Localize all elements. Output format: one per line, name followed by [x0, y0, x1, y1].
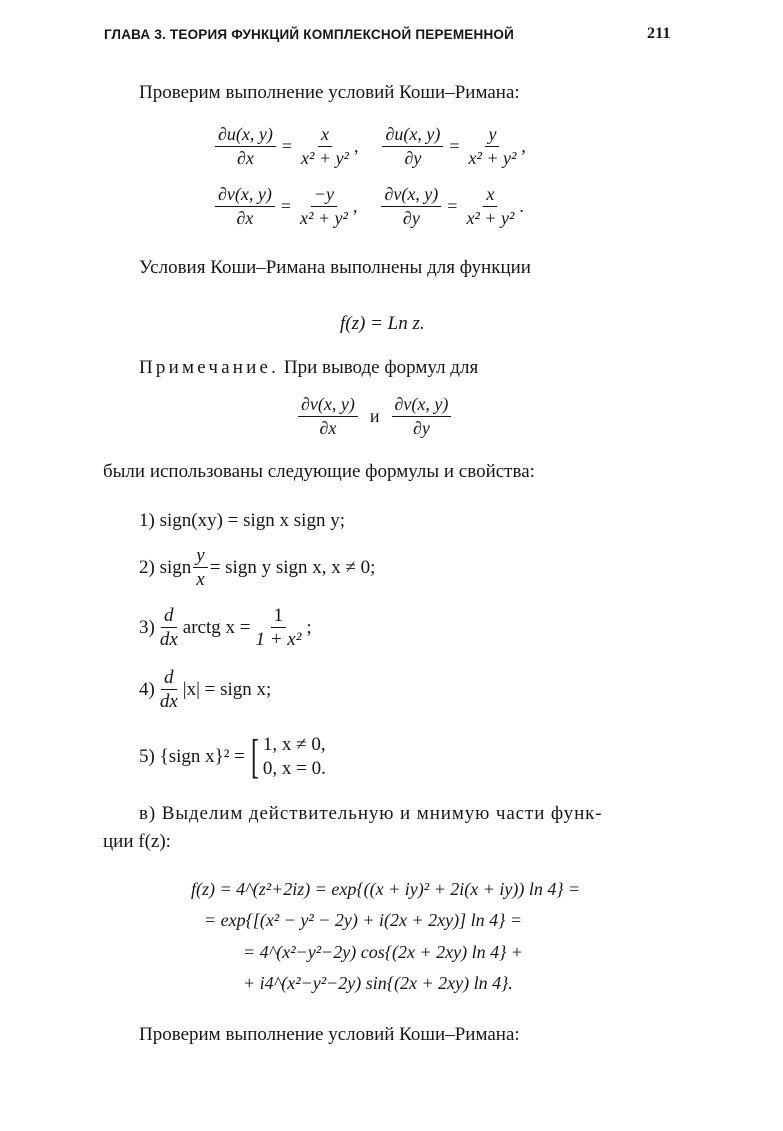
equation-du-row: $\frac{\partial u(x, y)}{\partial x}$ = $\frac{x}{\text{x² + y²}}$ , $\frac{\partial u(x, y)}{\partial y}$ = $\frac{y}{\text{x² + y²}}$ , — [213, 124, 526, 169]
dv-dx-numerator: ∂v(x, y) — [215, 184, 275, 207]
equation-derivatives-pair — [296, 394, 453, 439]
dv-dx-denominator: ∂x — [236, 208, 254, 228]
item-2-prefix: 2) sign — [139, 556, 192, 578]
expansion-line-2: = exp{[(x² − y² − 2y) + i(2x + 2xy)] ln 4} = — [204, 910, 522, 930]
item-3-middle: arctg x = — [182, 616, 251, 638]
note-text: При выводе формул для — [279, 357, 479, 378]
item-2-numerator: y — [193, 545, 207, 568]
dv-dy-denominator: ∂y — [402, 208, 420, 228]
expansion-line-3: = 4^(x²−y²−2y) cos{(2x + 2xy) ln 4} + — [243, 942, 523, 962]
du-dy-denominator: ∂y — [404, 148, 422, 168]
paragraph-check-conditions: Проверим выполнение условий Коши–Римана: — [139, 82, 520, 103]
formula-item-4 — [139, 667, 271, 712]
expansion-line-4: + i4^(x²−y²−2y) sin{(2x + 2xy) ln 4}. — [243, 973, 513, 993]
paragraph-formulas-used: были использованы следующие формулы и свойства: — [103, 461, 535, 482]
dv-dx-note-denominator: ∂x — [319, 418, 337, 438]
item-2-denominator: x — [196, 569, 205, 590]
item-3-prefix: 3) — [139, 616, 155, 638]
du-dx-rhs-denominator: x² + y² — [301, 148, 349, 168]
item-5-case-2: 0, x = 0. — [262, 758, 326, 779]
item-5-prefix: 5) {sign x}² = — [139, 746, 245, 767]
conjunction-and: и — [369, 406, 380, 426]
item-3-rhs-numerator: 1 — [271, 605, 287, 628]
item-3-dx: dx — [159, 629, 178, 650]
formula-item-2 — [139, 545, 375, 590]
item-4-rest: |x| = sign x; — [182, 678, 272, 700]
dv-dx-rhs-numerator: −y — [311, 184, 337, 207]
formula-item-1: 1) sign(xy) = sign x sign y; — [139, 510, 345, 531]
dv-dy-numerator: ∂v(x, y) — [381, 184, 441, 207]
item-3-d: d — [161, 605, 177, 628]
expansion-line-1: f(z) = 4^(z²+2iz) = exp{((x + iy)² + 2i(x + iy)) ln 4} = — [191, 879, 581, 899]
du-dx-rhs-numerator: x — [318, 124, 332, 147]
du-dy-numerator: ∂u(x, y) — [382, 124, 443, 147]
dv-dx-rhs-denominator: x² + y² — [300, 208, 348, 228]
dv-dy-rhs-numerator: x — [483, 184, 497, 207]
dv-dy-note-denominator: ∂y — [412, 418, 430, 438]
paragraph-note — [139, 357, 478, 379]
item-3-rhs-denominator: 1 + x² — [255, 629, 302, 650]
item-2-rest: = sign y sign x, x ≠ 0; — [209, 556, 376, 578]
dv-dy-rhs-denominator: x² + y² — [466, 208, 515, 228]
item-4-d: d — [161, 667, 177, 690]
chapter-header: ГЛАВА 3. ТЕОРИЯ ФУНКЦИЙ КОМПЛЕКСНОЙ ПЕРЕМЕННОЙ — [104, 27, 515, 42]
paragraph-separate-parts: в) Выделим действительную и мнимую части функ- — [139, 803, 603, 824]
dv-dx-note-numerator: ∂v(x, y) — [298, 394, 358, 417]
dv-dy-note-numerator: ∂v(x, y) — [392, 394, 452, 417]
item-4-dx: dx — [159, 691, 178, 712]
du-dy-rhs-numerator: y — [485, 124, 499, 147]
paragraph-conditions-hold: Условия Коши–Римана выполнены для функции — [139, 257, 531, 278]
equation-dv-row: $\frac{\partial v(x, y)}{\partial x}$ = $\frac{-y}{\text{x² + y²}}$ , $\frac{\partial v(x, y)}{\partial y}$ = $\frac{x}{\text{x² + y²}}$ . — [213, 184, 524, 229]
du-dx-denominator: ∂x — [236, 148, 254, 168]
du-dy-rhs-denominator: x² + y² — [468, 148, 517, 168]
item-4-prefix: 4) — [139, 678, 155, 700]
formula-item-3 — [139, 605, 312, 650]
item-5-case-1: 1, x ≠ 0, — [262, 734, 326, 755]
paragraph-check-conditions-2: Проверим выполнение условий Коши–Римана: — [139, 1024, 520, 1045]
item-3-end: ; — [306, 616, 312, 638]
du-dx-numerator: ∂u(x, y) — [215, 124, 276, 147]
formula-item-5: 5) {sign x}² = [ 1, x ≠ 0, 0, x = 0. — [139, 730, 326, 783]
equation-ln-z: f(z) = Ln z. — [340, 313, 425, 334]
page-number: 211 — [647, 25, 671, 42]
paragraph-separate-parts-cont: ции f(z): — [103, 831, 171, 852]
note-label: Примечание. — [139, 357, 280, 378]
